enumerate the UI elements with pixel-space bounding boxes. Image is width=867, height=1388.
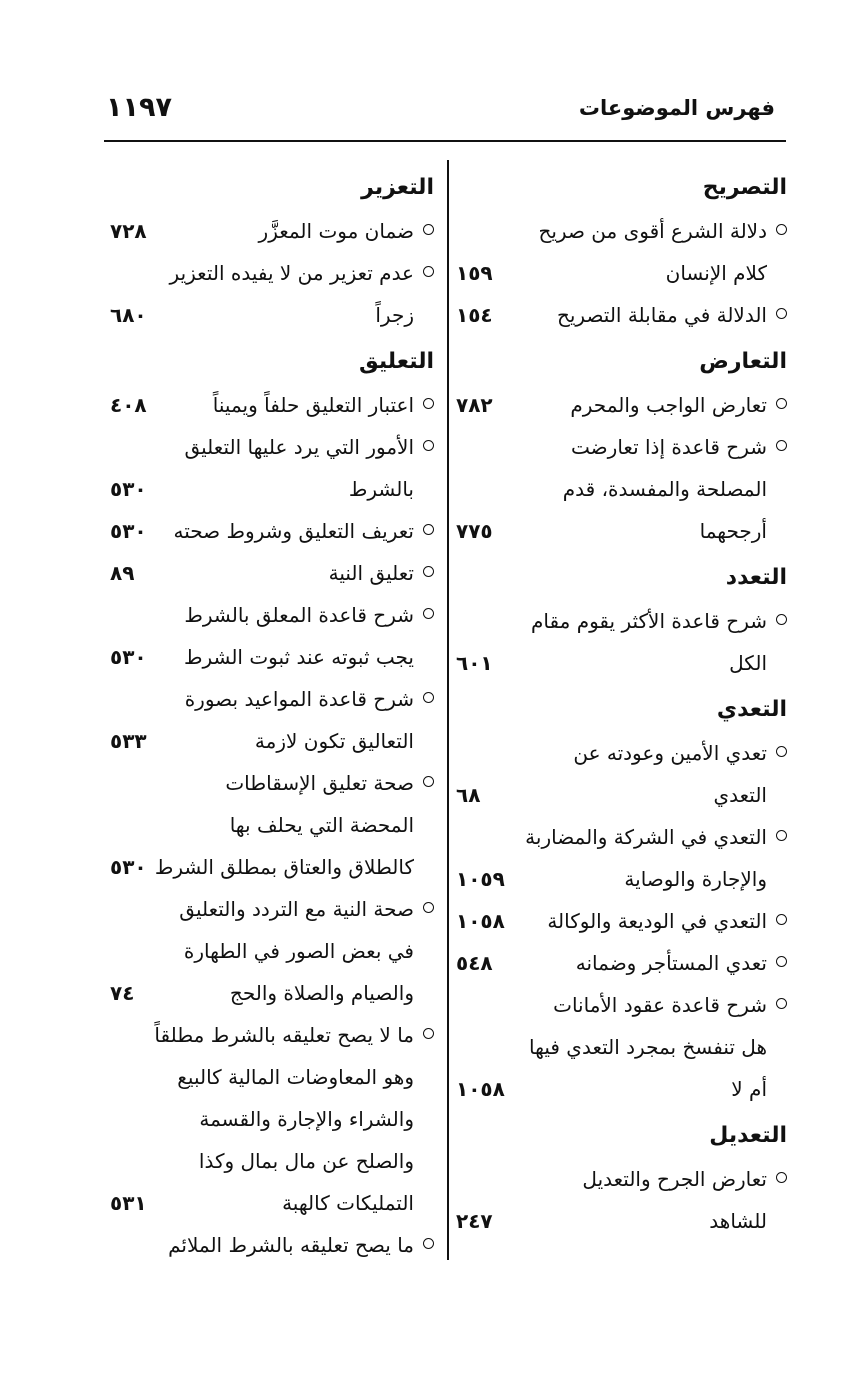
page-reference: ١٠٥٨	[456, 1077, 505, 1101]
entry-text: والإجارة والوصاية	[624, 867, 767, 891]
bullet-circle-icon	[423, 608, 434, 619]
page-reference: ٥٣١	[110, 1191, 147, 1215]
left-column	[106, 166, 434, 1270]
entry-last-line	[106, 510, 414, 552]
entry-text: والصلح عن مال بمال وكذا	[198, 1149, 414, 1173]
index-entry	[106, 510, 434, 552]
entry-text: والصيام والصلاة والحج	[229, 981, 414, 1005]
entry-last-line	[452, 642, 767, 684]
section-heading: التعديل	[709, 1123, 787, 1148]
entry-last-line	[452, 942, 767, 984]
bullet-circle-icon	[423, 692, 434, 703]
index-entry	[106, 384, 434, 426]
index-section	[452, 166, 787, 336]
index-entry	[106, 1014, 434, 1224]
bullet-circle-icon	[423, 1238, 434, 1249]
entry-text: عدم تعزير من لا يفيده التعزير	[169, 261, 414, 285]
page-reference: ٦٨٠	[110, 303, 147, 327]
bullet-circle-icon	[423, 224, 434, 235]
index-entry	[106, 1224, 434, 1266]
bullet-circle-icon	[776, 956, 787, 967]
entry-text: بالشرط	[348, 477, 414, 501]
section-heading: التعارض	[699, 349, 787, 374]
page-reference: ٥٣٠	[110, 645, 147, 669]
entry-last-line	[452, 294, 767, 336]
entry-text: كلام الإنسان	[665, 261, 767, 285]
entry-text: وهو المعاوضات المالية كالبيع	[177, 1065, 414, 1089]
entry-text: والشراء والإجارة والقسمة	[199, 1107, 414, 1131]
bullet-circle-icon	[423, 266, 434, 277]
page-reference: ١٠٥٨	[456, 909, 505, 933]
bullet-circle-icon	[776, 614, 787, 625]
column-divider	[447, 160, 449, 1260]
entry-text: اعتبار التعليق حلفاً ويميناً	[212, 393, 414, 417]
index-entry	[452, 1158, 787, 1242]
bullet-circle-icon	[776, 440, 787, 451]
entry-text: التعدي	[713, 783, 767, 807]
entry-text: تعليق النية	[328, 561, 414, 585]
bullet-circle-icon	[423, 776, 434, 787]
index-entry	[106, 888, 434, 1014]
entry-last-line	[106, 552, 414, 594]
page-reference: ٦٨	[456, 783, 481, 807]
entry-text: يجب ثبوته عند ثبوت الشرط	[183, 645, 414, 669]
page-reference: ٧٢٨	[110, 219, 147, 243]
section-heading: التعدد	[725, 565, 787, 590]
entry-text: شرح قاعدة إذا تعارضت	[571, 435, 767, 459]
entry-text: الدلالة في مقابلة التصريح	[556, 303, 767, 327]
header-title: فهرس الموضوعات	[578, 96, 775, 120]
entry-last-line	[452, 858, 767, 900]
index-entry	[452, 900, 787, 942]
page-number: ١١٩٧	[106, 92, 172, 123]
entry-last-line	[452, 900, 767, 942]
entry-text: تعارض الواجب والمحرم	[570, 393, 767, 417]
bullet-circle-icon	[423, 524, 434, 535]
entry-last-line	[106, 846, 414, 888]
entry-text: تعدي الأمين وعودته عن	[573, 741, 767, 765]
index-entry	[452, 600, 787, 684]
index-entry	[452, 426, 787, 552]
bullet-circle-icon	[423, 1028, 434, 1039]
index-section	[452, 688, 787, 1110]
entry-text: أم لا	[731, 1077, 767, 1101]
bullet-circle-icon	[423, 440, 434, 451]
entry-last-line	[106, 636, 414, 678]
entry-last-line	[452, 510, 767, 552]
index-section	[452, 556, 787, 684]
entry-text: أرجحهما	[699, 519, 767, 543]
index-entry	[452, 384, 787, 426]
page-reference: ٤٠٨	[110, 393, 147, 417]
bullet-circle-icon	[423, 566, 434, 577]
entry-last-line	[452, 1068, 767, 1110]
page-reference: ٥٤٨	[456, 951, 493, 975]
bullet-circle-icon	[776, 830, 787, 841]
page-reference: ٥٣٠	[110, 519, 147, 543]
entry-text: كالطلاق والعتاق بمطلق الشرط	[154, 855, 414, 879]
index-entry	[106, 426, 434, 510]
index-section	[106, 340, 434, 1266]
bullet-circle-icon	[776, 398, 787, 409]
index-entry	[106, 552, 434, 594]
index-entry	[452, 210, 787, 294]
entry-text: صحة تعليق الإسقاطات	[225, 771, 414, 795]
entry-last-line	[452, 774, 767, 816]
entry-text: شرح قاعدة المواعيد بصورة	[184, 687, 414, 711]
entry-text: المصلحة والمفسدة، قدم	[562, 477, 767, 501]
entry-text: شرح قاعدة عقود الأمانات	[553, 993, 767, 1017]
entry-text: تعدي المستأجر وضمانه	[575, 951, 767, 975]
page-reference: ١٠٥٩	[456, 867, 505, 891]
entry-last-line	[106, 1224, 414, 1266]
entry-text: ما يصح تعليقه بالشرط الملائم	[168, 1233, 414, 1257]
bullet-circle-icon	[776, 308, 787, 319]
page-reference: ٨٩	[110, 561, 135, 585]
entry-last-line	[106, 294, 414, 336]
page-reference: ٧٧٥	[456, 519, 493, 543]
entry-last-line	[106, 210, 414, 252]
page-reference: ١٥٤	[456, 303, 493, 327]
index-entry	[106, 210, 434, 252]
page-reference: ٧٤	[110, 981, 135, 1005]
entry-text: الأمور التي يرد عليها التعليق	[184, 435, 414, 459]
entry-last-line	[106, 972, 414, 1014]
bullet-circle-icon	[776, 998, 787, 1009]
entry-text: في بعض الصور في الطهارة	[183, 939, 414, 963]
entry-text: الكل	[729, 651, 767, 675]
page-reference: ٢٤٧	[456, 1209, 493, 1233]
index-entry	[106, 252, 434, 336]
index-entry	[452, 942, 787, 984]
index-entry	[452, 294, 787, 336]
entry-last-line	[452, 252, 767, 294]
page-reference: ٥٣٠	[110, 855, 147, 879]
index-entry	[452, 984, 787, 1110]
entry-text: التعدي في الشركة والمضاربة	[525, 825, 767, 849]
index-entry	[452, 816, 787, 900]
page-reference: ٦٠١	[456, 651, 493, 675]
index-entry	[106, 594, 434, 678]
entry-text: التمليكات كالهبة	[282, 1191, 414, 1215]
header-rule	[104, 140, 786, 142]
entry-text: للشاهد	[709, 1209, 767, 1233]
entry-text: هل تنفسخ بمجرد التعدي فيها	[529, 1035, 767, 1059]
page-reference: ٧٨٢	[456, 393, 493, 417]
bullet-circle-icon	[776, 1172, 787, 1183]
section-heading: التعزير	[361, 175, 434, 200]
entry-text: شرح قاعدة الأكثر يقوم مقام	[531, 609, 767, 633]
entry-last-line	[106, 384, 414, 426]
entry-text: صحة النية مع التردد والتعليق	[179, 897, 414, 921]
index-section	[452, 1114, 787, 1242]
page-reference: ١٥٩	[456, 261, 493, 285]
entry-last-line	[106, 1182, 414, 1224]
page-reference: ٥٣٠	[110, 477, 147, 501]
entry-text: زجراً	[375, 303, 414, 327]
page-reference: ٥٣٣	[110, 729, 147, 753]
entry-last-line	[452, 384, 767, 426]
entry-text: التعاليق تكون لازمة	[254, 729, 414, 753]
section-heading: التصريح	[702, 175, 787, 200]
entry-text: ما لا يصح تعليقه بالشرط مطلقاً	[154, 1023, 414, 1047]
entry-text: تعارض الجرح والتعديل	[582, 1167, 767, 1191]
index-entry	[106, 762, 434, 888]
bullet-circle-icon	[776, 914, 787, 925]
right-column	[452, 166, 787, 1246]
index-entry	[452, 732, 787, 816]
entry-last-line	[106, 468, 414, 510]
bullet-circle-icon	[776, 746, 787, 757]
bullet-circle-icon	[423, 902, 434, 913]
bullet-circle-icon	[423, 398, 434, 409]
index-section	[452, 340, 787, 552]
entry-text: شرح قاعدة المعلق بالشرط	[184, 603, 414, 627]
section-heading: التعدي	[716, 697, 787, 722]
entry-text: ضمان موت المعزَّر	[258, 219, 414, 243]
entry-last-line	[106, 720, 414, 762]
entry-text: التعدي في الوديعة والوكالة	[547, 909, 767, 933]
index-section	[106, 166, 434, 336]
entry-text: دلالة الشرع أقوى من صريح	[538, 219, 767, 243]
index-entry	[106, 678, 434, 762]
bullet-circle-icon	[776, 224, 787, 235]
entry-text: تعريف التعليق وشروط صحته	[173, 519, 414, 543]
section-heading: التعليق	[359, 349, 434, 374]
entry-last-line	[452, 1200, 767, 1242]
entry-text: المحضة التي يحلف بها	[229, 813, 414, 837]
